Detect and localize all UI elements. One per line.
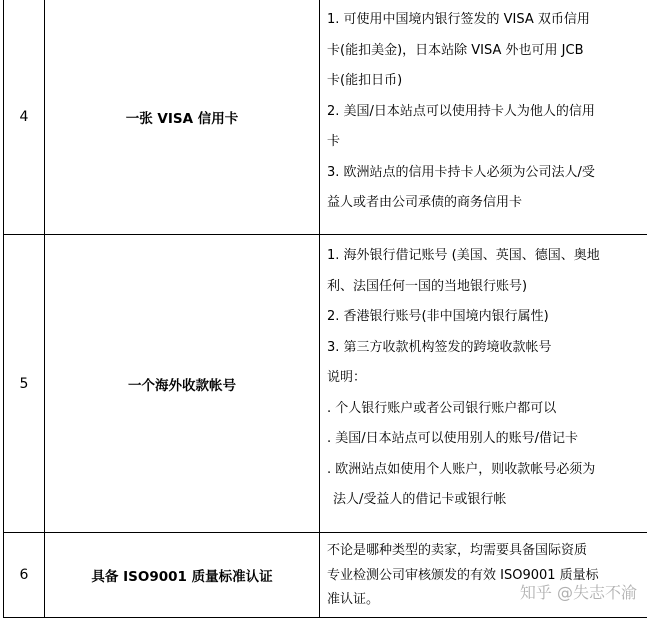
watermark: 知乎 @失志不渝: [520, 580, 637, 603]
description-line: . 美国/日本站点可以使用别人的账号/借记卡: [327, 424, 647, 455]
description-line: . 欧洲站点如使用个人账户，则收款帐号必须为: [327, 455, 647, 486]
description-line: 3. 欧洲站点的信用卡持卡人必须为公司法人/受: [327, 158, 647, 189]
description-line: . 个人银行账户或者公司银行账户都可以: [327, 394, 647, 425]
requirement-name: 一张 VISA 信用卡: [45, 0, 320, 235]
description-line: 专业检测公司审核颁发的有效 ISO9001 质量标: [327, 564, 647, 589]
description-line: 1. 可使用中国境内银行签发的 VISA 双币信用: [327, 5, 647, 36]
description-line: 益人或者由公司承债的商务信用卡: [327, 188, 647, 219]
requirement-name: 一个海外收款帐号: [45, 235, 320, 533]
description-line: 不论是哪种类型的卖家，均需要具备国际资质: [327, 539, 647, 564]
description-line: 2. 美国/日本站点可以使用持卡人为他人的信用: [327, 97, 647, 128]
description-line: 卡(能扣美金)，日本站除 VISA 外也可用 JCB: [327, 36, 647, 67]
description-line: 法人/受益人的借记卡或银行帐: [327, 485, 647, 516]
description-line: 准认证。: [327, 588, 647, 613]
description-line: 1. 海外银行借记账号 (美国、英国、德国、奥地: [327, 241, 647, 272]
requirement-name: 具备 ISO9001 质量标准认证: [45, 533, 320, 618]
requirement-description: [320, 533, 647, 618]
row-number: 6: [4, 533, 45, 618]
description-line: 3. 第三方收款机构签发的跨境收款帐号: [327, 333, 647, 364]
requirements-table: [3, 0, 647, 618]
description-line: 卡: [327, 127, 647, 158]
description-line: 2. 香港银行账号(非中国境内银行属性): [327, 302, 647, 333]
table-row: [4, 0, 647, 235]
requirement-description: [320, 235, 647, 533]
description-line: 说明：: [327, 363, 647, 394]
row-number: 5: [4, 235, 45, 533]
table-row: [4, 533, 647, 618]
requirement-description: [320, 0, 647, 235]
table-row: [4, 235, 647, 533]
description-line: 卡(能扣日币): [327, 66, 647, 97]
row-number: 4: [4, 0, 45, 235]
description-line: 利、法国任何一国的当地银行账号): [327, 272, 647, 303]
